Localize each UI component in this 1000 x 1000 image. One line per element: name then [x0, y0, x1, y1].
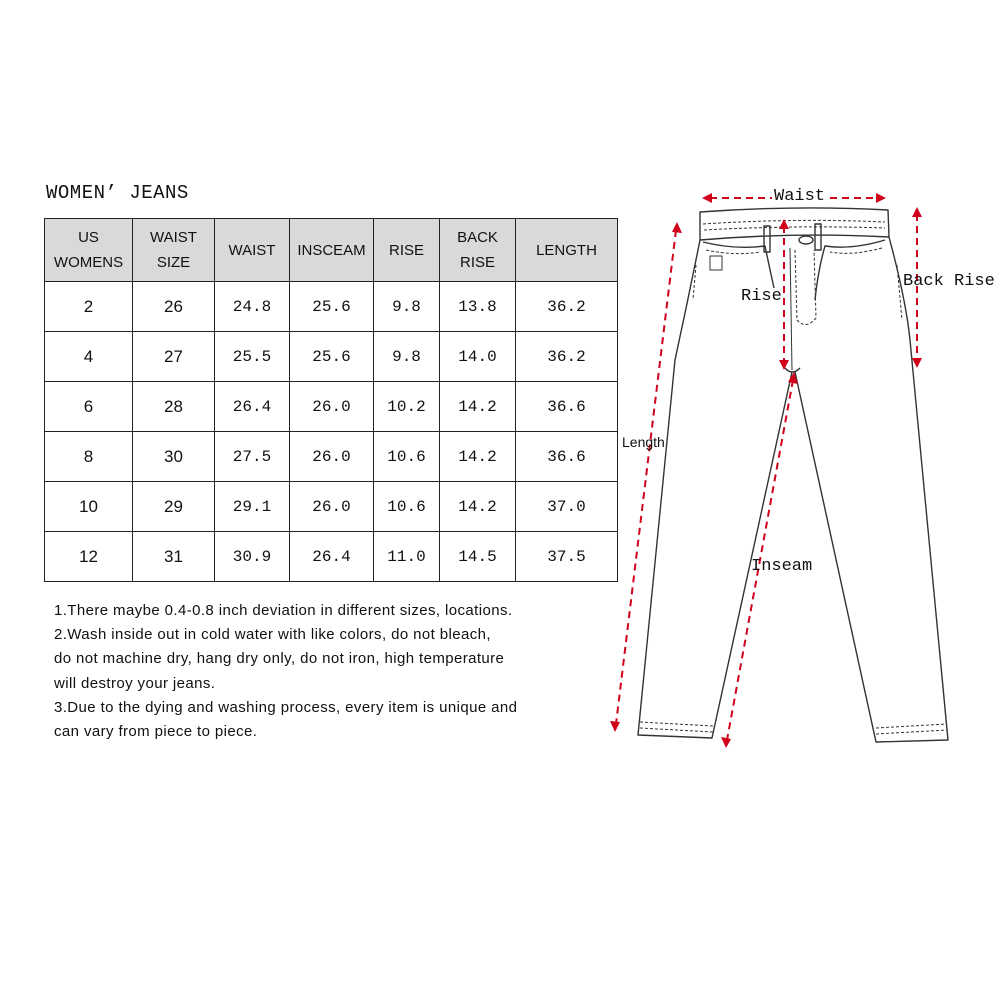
- cell-waist-size: 30: [133, 432, 215, 482]
- header-length: LENGTH: [516, 219, 618, 282]
- cell-waist: 26.4: [215, 382, 290, 432]
- cell-length: 36.6: [516, 382, 618, 432]
- cell-us-size: 8: [45, 432, 133, 482]
- jeans-measurement-diagram: [600, 180, 1000, 780]
- page-title: WOMEN’ JEANS: [46, 182, 189, 204]
- note-line: do not machine dry, hang dry only, do not iron, high temperature: [54, 650, 505, 668]
- table-row: [45, 432, 618, 482]
- header-waist-size: WAIST SIZE: [133, 219, 215, 282]
- cell-inseam: 26.0: [290, 482, 374, 532]
- jeans-illustration: [600, 180, 1000, 780]
- waist-label: Waist: [774, 187, 826, 206]
- note-line: can vary from piece to piece.: [54, 723, 258, 741]
- waistband-outline: [700, 208, 889, 240]
- table-header-row: [45, 219, 618, 282]
- table-row: [45, 382, 618, 432]
- cell-waist: 30.9: [215, 532, 290, 582]
- cell-length: 36.2: [516, 332, 618, 382]
- button-icon: [799, 236, 813, 244]
- cell-inseam: 26.0: [290, 432, 374, 482]
- header-rise: RISE: [374, 219, 440, 282]
- cell-waist-size: 29: [133, 482, 215, 532]
- cell-rise: 11.0: [374, 532, 440, 582]
- note-line: 1.There maybe 0.4-0.8 inch deviation in different sizes, locations.: [54, 602, 513, 619]
- cell-us-size: 10: [45, 482, 133, 532]
- care-notes: [54, 599, 517, 744]
- size-chart-table: [44, 218, 618, 582]
- cell-waist: 27.5: [215, 432, 290, 482]
- cell-waist-size: 31: [133, 532, 215, 582]
- cell-length: 37.5: [516, 532, 618, 582]
- cell-back-rise: 13.8: [440, 282, 516, 332]
- right-pocket: [815, 240, 885, 300]
- cell-waist: 29.1: [215, 482, 290, 532]
- cell-length: 36.6: [516, 432, 618, 482]
- cell-waist-size: 27: [133, 332, 215, 382]
- cell-rise: 10.2: [374, 382, 440, 432]
- cell-rise: 9.8: [374, 282, 440, 332]
- cell-length: 36.2: [516, 282, 618, 332]
- fly-stitching: [795, 250, 816, 325]
- cell-rise: 9.8: [374, 332, 440, 382]
- cell-length: 37.0: [516, 482, 618, 532]
- table-row: [45, 332, 618, 382]
- cell-us-size: 2: [45, 282, 133, 332]
- cell-inseam: 26.4: [290, 532, 374, 582]
- header-inseam: INSCEAM: [290, 219, 374, 282]
- cell-back-rise: 14.2: [440, 482, 516, 532]
- table-row: [45, 282, 618, 332]
- cell-back-rise: 14.2: [440, 382, 516, 432]
- belt-loop: [815, 224, 821, 250]
- cell-inseam: 25.6: [290, 332, 374, 382]
- left-leg-outline: [638, 240, 792, 738]
- cell-rise: 10.6: [374, 482, 440, 532]
- cell-waist-size: 26: [133, 282, 215, 332]
- cell-back-rise: 14.0: [440, 332, 516, 382]
- cell-waist: 24.8: [215, 282, 290, 332]
- cell-waist-size: 28: [133, 382, 215, 432]
- header-back-rise: BACK RISE: [440, 219, 516, 282]
- header-us-womens: US WOMENS: [45, 219, 133, 282]
- cell-us-size: 4: [45, 332, 133, 382]
- cell-back-rise: 14.2: [440, 432, 516, 482]
- cell-us-size: 6: [45, 382, 133, 432]
- note-line: 2.Wash inside out in cold water with like colors, do not bleach,: [54, 626, 491, 644]
- inseam-label: Inseam: [751, 557, 813, 576]
- cell-inseam: 25.6: [290, 282, 374, 332]
- cell-rise: 10.6: [374, 432, 440, 482]
- cell-waist: 25.5: [215, 332, 290, 382]
- header-waist: WAIST: [215, 219, 290, 282]
- note-line: will destroy your jeans.: [54, 674, 216, 692]
- note-line: 3.Due to the dying and washing process, every item is unique and: [54, 698, 518, 716]
- cell-back-rise: 14.5: [440, 532, 516, 582]
- rise-label: Rise: [741, 287, 782, 306]
- cell-us-size: 12: [45, 532, 133, 582]
- table-row: [45, 482, 618, 532]
- cell-inseam: 26.0: [290, 382, 374, 432]
- back-rise-label: Back Rise: [903, 272, 995, 291]
- table-row: [45, 532, 618, 582]
- right-leg-outline: [795, 237, 948, 742]
- length-label: Length: [622, 434, 665, 450]
